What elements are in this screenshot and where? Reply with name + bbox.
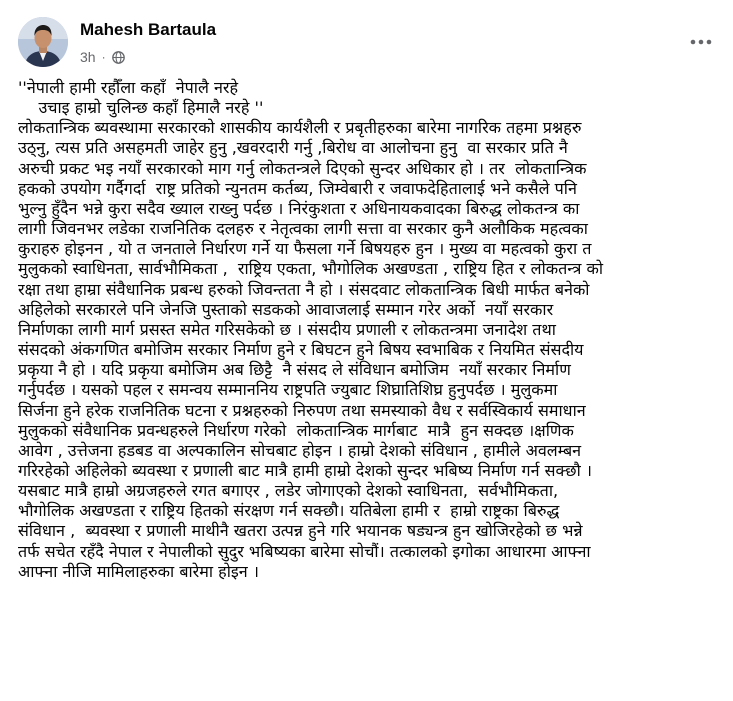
post-text-line: लोकतान्त्रिक ब्यवस्थामा सरकारको शासकीय कार्यशैली र प्रबृतीहरुका बारेमा नागरिक तहमा प्रश्नहरु [18, 118, 582, 138]
avatar[interactable] [18, 17, 68, 67]
post-header [18, 14, 718, 70]
post-text-line: भौगोलिक अखण्डता र राष्ट्रिय हितको संरक्षण गर्न सक्छौ। यतिबेला हामी र हाम्रो राष्ट्रका बिरुद्ध [18, 501, 560, 521]
post-text-line: मुलुकको स्वाधिनता, सार्वभौमिकता , राष्ट्रिय एकता, भौगोलिक अखण्डता , राष्ट्रिय हित र लोकतन्त्र को [18, 259, 604, 279]
post-text-line: ''नेपाली हामी रहौँला कहाँ नेपालै नरहे [18, 78, 239, 97]
post-text-line: रक्षा तथा हाम्रा संवैधानिक प्रबन्ध हरुको जिवन्तता नै हो । संसदवाट लोकतान्त्रिक बिधी मार्फत बनेको [18, 279, 590, 299]
post-text-line: आवेग , उत्तेजना हडबड वा अल्पकालिन सोचबाट होइन । हाम्रो देशको संविधान , हामीले अवलम्बन [18, 440, 582, 460]
author-name[interactable]: Mahesh Bartaula [80, 20, 217, 39]
more-options-icon[interactable] [686, 30, 716, 54]
post-text-line: हकको उपयोग गर्दैगर्दा राष्ट्र प्रतिको न्युनतम कर्तब्य, जिम्वेबारी र जवाफदेहितालाई भने कसैले पनि [18, 178, 577, 198]
post-text-line: यसबाट मात्रै हाम्रो अग्रजहरुले रगत बगाएर , लडेर जोगाएको देशको स्वाधिनता, सर्वभौमिकता, [18, 481, 559, 501]
post-text-line: कुराहरु होइनन , यो त जनताले निर्धारण गर्ने या फैसला गर्ने बिषयहरु हुन । मुख्य वा महत्वको कुरा त [18, 239, 592, 259]
post-text-line: गर्नुपर्दछ । यसको पहल र समन्वय सम्माननिय राष्ट्रपति ज्युबाट शिघ्रातिशिघ्र हुनुपर्दछ । मुलुकमा [18, 380, 558, 400]
post-text-line: संसदको अंकगणित बमोजिम सरकार निर्माण हुने र बिघटन हुने बिषय स्वभाबिक र नियमित संसदीय [18, 340, 584, 360]
post-text-line: आफ्ना नीजि मामिलाहरुका बारेमा होइन । [18, 561, 259, 581]
post-text-line: अहिलेको सरकारले पनि जेनजि पुस्ताको सडकको आवाजलाई सम्मान गरेर अर्को नयाँ सरकार [18, 299, 554, 319]
post-text-line: लागी जिवनभर लडेका राजनितिक दलहरु र नेतृत्वका लागी सत्ता वा सरकार कुनै अलौकिक महत्वका [18, 219, 588, 239]
post-text-line: प्रकृया नै हो । यदि प्रकृया बमोजिम अब छिट्टै नै संसद ले संविधान बमोजिम नयाँ सरकार निर्माण [18, 360, 571, 380]
post-text-line: उठ्नु, त्यस प्रति असहमती जाहेर हुनु ,खवरदारी गर्नु ,बिरोध वा आलोचना हुनु वा सरकार प्रति नै [18, 138, 568, 158]
post-text-line: सिर्जना हुने हरेक राजनितिक घटना र प्रश्नहरुको निरुपण तथा समस्याको वैध र सर्वस्विकार्य समाधान [18, 400, 586, 420]
post-text-line: गरिरहेको अहिलेको ब्यवस्था र प्रणाली बाट मात्रै हामी हाम्रो देशको सुन्दर भबिष्य निर्माण गर्न सक्छौ । [18, 460, 592, 480]
post-text-line: उचाइ हाम्रो चुलिन्छ कहाँ हिमालै नरहे '' [18, 98, 264, 118]
post-text-line: निर्माणका लागी मार्ग प्रसस्त समेत गरिसकेको छ । संसदीय प्रणाली र लोकतन्त्रमा जनादेश तथा [18, 319, 556, 339]
post-body [18, 78, 720, 582]
post-text-line: तर्फ सचेत रहँदै नेपाल र नेपालीको सुदुर भबिष्यका बारेमा सोचौं। तत्कालको इगोका आधारमा आफ्ना [18, 541, 591, 561]
globe-icon [112, 51, 125, 64]
post-timestamp[interactable]: 3h [80, 49, 96, 65]
post-meta [80, 48, 125, 66]
post-text-line: अरुची प्रकट भइ नयाँ सरकारको माग गर्नु लोकतन्त्रले दिएको सुन्दर अधिकार हो । तर लोकतान्त्रिक [18, 158, 587, 178]
post-text-line: मुलुकको संवैधानिक प्रवन्धहरुले निर्धारण गरेको लोकतान्त्रिक मार्गबाट मात्रै हुन सक्दछ ।क्षणिक [18, 420, 574, 440]
post-text-line: संविधान , ब्यवस्था र प्रणाली माथीनै खतरा उत्पन्न हुने गरि भयानक षड्यन्त्र हुन खोजिरहेको छ भन्ने [18, 521, 583, 541]
post-text-line: भुल्नु हुँदैन भन्ने कुरा सदैव ख्याल राख्नु पर्दछ । निरंकुशता र अधिनायकवादका बिरुद्ध लोकतन्त्र का [18, 198, 580, 218]
meta-separator: · [101, 50, 106, 64]
